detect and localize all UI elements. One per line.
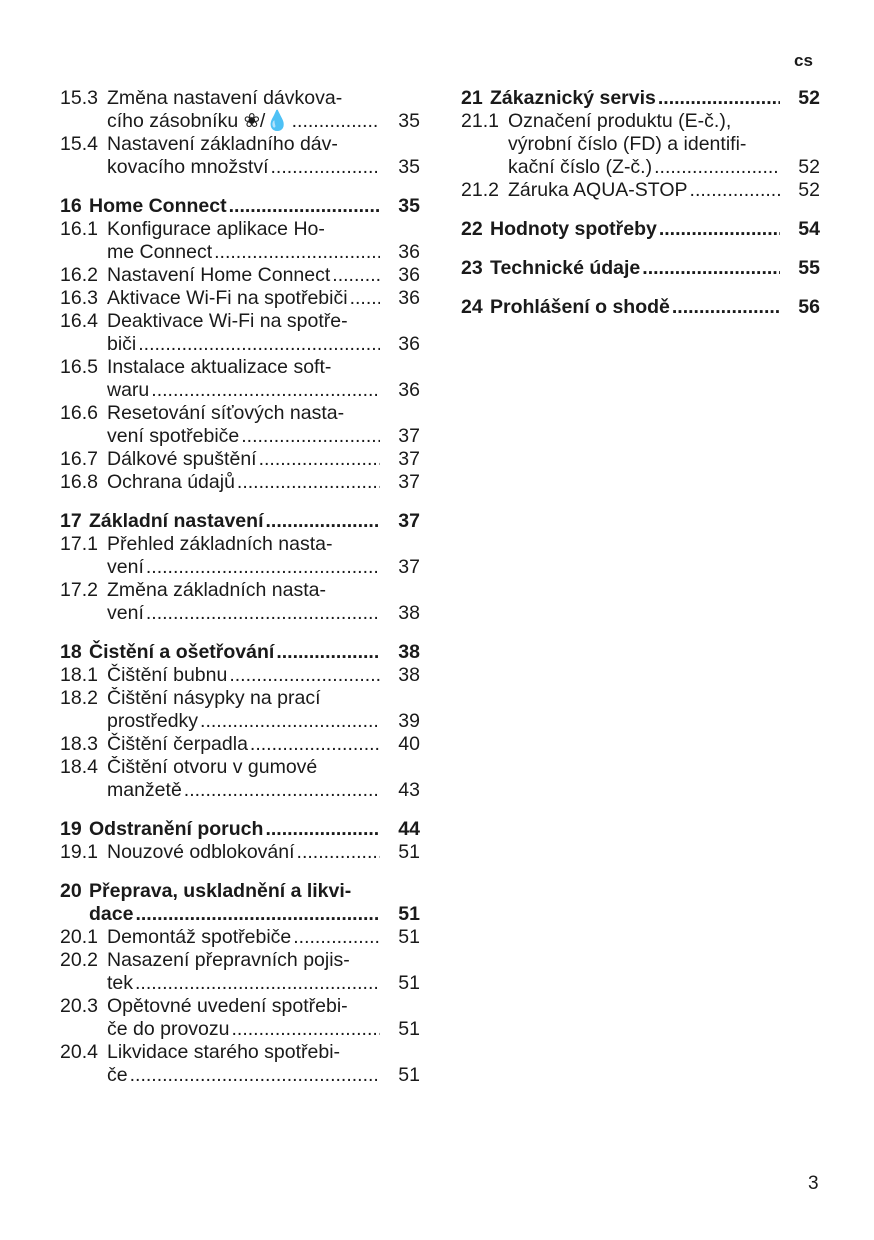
- entry-number: 22: [461, 218, 483, 240]
- entry-title-line: Deaktivace Wi-Fi na spotře-: [107, 310, 348, 332]
- entry-body: [89, 510, 420, 533]
- toc-subsection-entry[interactable]: [60, 579, 420, 625]
- entry-body: [89, 818, 420, 841]
- dot-leader: [658, 87, 780, 110]
- dot-leader: [184, 779, 380, 802]
- entry-last-line: [490, 87, 820, 110]
- entry-title-line: Konfigurace aplikace Ho-: [107, 218, 325, 240]
- entry-last-line: [107, 710, 420, 733]
- entry-page-number: 35: [398, 195, 420, 217]
- dot-leader: [229, 664, 380, 687]
- toc-chapter-entry[interactable]: [60, 880, 420, 926]
- entry-last-line: [107, 425, 420, 448]
- entry-title-text: kační číslo (Z-č.): [508, 156, 653, 178]
- dot-leader: [146, 602, 380, 625]
- entry-title-text: Základní nastavení: [89, 510, 264, 532]
- entry-page-number: 38: [398, 641, 420, 663]
- entry-number: 18.1: [60, 664, 98, 686]
- entry-title-text: kovacího množství: [107, 156, 269, 178]
- toc-section: [60, 87, 420, 179]
- toc-section: [60, 818, 420, 864]
- entry-body: [89, 195, 420, 218]
- entry-number: 16.6: [60, 402, 98, 424]
- entry-page-number: 37: [398, 425, 420, 447]
- dot-leader: [130, 1064, 380, 1087]
- entry-page-number: 35: [398, 110, 420, 132]
- entry-body: [107, 448, 420, 471]
- dot-leader: [250, 733, 380, 756]
- entry-last-line: [107, 110, 420, 133]
- dot-leader: [151, 379, 380, 402]
- entry-number: 21: [461, 87, 483, 109]
- entry-title-text: Čištění bubnu: [107, 664, 228, 686]
- entry-title-line: Opětovné uvedení spotřebi-: [107, 995, 348, 1017]
- entry-title-text: Čištění čerpadla: [107, 733, 248, 755]
- entry-title-text: Prohlášení o shodě: [490, 296, 670, 318]
- entry-page-number: 37: [398, 556, 420, 578]
- entry-page-number: 51: [398, 1018, 420, 1040]
- dot-leader: [642, 257, 780, 280]
- entry-title-line: Likvidace starého spotřebi-: [107, 1041, 341, 1063]
- entry-body: [107, 533, 420, 579]
- entry-body: [107, 310, 420, 356]
- entry-page-number: 51: [398, 926, 420, 948]
- toc-subsection-entry[interactable]: [60, 448, 420, 471]
- entry-last-line: [107, 972, 420, 995]
- entry-number: 19: [60, 818, 82, 840]
- entry-body: [107, 841, 420, 864]
- entry-number: 16.2: [60, 264, 98, 286]
- dot-leader: [659, 218, 780, 241]
- toc-right-column: [461, 87, 820, 335]
- entry-page-number: 54: [798, 218, 820, 240]
- entry-last-line: [107, 1018, 420, 1041]
- toc-subsection-entry[interactable]: [60, 218, 420, 264]
- entry-last-line: [107, 379, 420, 402]
- entry-title-text: me Connect: [107, 241, 213, 263]
- entry-title-text: Zákaznický servis: [490, 87, 656, 109]
- entry-body: [107, 733, 420, 756]
- entry-number: 23: [461, 257, 483, 279]
- entry-last-line: [107, 926, 420, 949]
- entry-title-text: Home Connect: [89, 195, 227, 217]
- entry-page-number: 52: [798, 179, 820, 201]
- entry-title-text: Čistění a ošetřování: [89, 641, 275, 663]
- entry-page-number: 36: [398, 287, 420, 309]
- entry-title-line: Instalace aktualizace soft-: [107, 356, 332, 378]
- entry-page-number: 55: [798, 257, 820, 279]
- entry-number: 17.2: [60, 579, 98, 601]
- toc-subsection-entry[interactable]: [60, 402, 420, 448]
- entry-title-text: Aktivace Wi-Fi na spotřebiči: [107, 287, 348, 309]
- toc-subsection-entry[interactable]: [60, 841, 420, 864]
- entry-page-number: 38: [398, 602, 420, 624]
- toc-subsection-entry[interactable]: [60, 287, 420, 310]
- page-number: 3: [808, 1173, 819, 1194]
- entry-number: 18: [60, 641, 82, 663]
- entry-title-line: Čištění otvoru v gumové: [107, 756, 318, 778]
- toc-chapter-entry[interactable]: [461, 257, 820, 280]
- toc-subsection-entry[interactable]: [60, 310, 420, 356]
- entry-body: [107, 664, 420, 687]
- entry-number: 15.4: [60, 133, 98, 155]
- entry-number: 20.2: [60, 949, 98, 971]
- entry-body: [508, 179, 820, 202]
- entry-number: 19.1: [60, 841, 98, 863]
- toc-subsection-entry[interactable]: [60, 664, 420, 687]
- dot-leader: [135, 972, 380, 995]
- dot-leader: [690, 179, 780, 202]
- entry-title-text: Odstranění poruch: [89, 818, 264, 840]
- dot-leader: [654, 156, 780, 179]
- toc-subsection-entry[interactable]: [60, 87, 420, 133]
- entry-number: 16.1: [60, 218, 98, 240]
- dot-leader: [265, 818, 380, 841]
- entry-number: 21.1: [461, 110, 499, 132]
- entry-body: [107, 949, 420, 995]
- toc-section: [60, 195, 420, 494]
- entry-last-line: [107, 841, 420, 864]
- entry-title-line: Resetování síťových nasta-: [107, 402, 345, 424]
- entry-last-line: [508, 156, 820, 179]
- entry-last-line: [107, 156, 420, 179]
- entry-last-line: [107, 556, 420, 579]
- entry-title-line: výrobní číslo (FD) a identifi-: [508, 133, 747, 155]
- toc-section: [461, 257, 820, 280]
- dot-leader: [135, 903, 380, 926]
- entry-body: [107, 1041, 420, 1087]
- entry-number: 16: [60, 195, 82, 217]
- entry-last-line: [89, 195, 420, 218]
- entry-last-line: [107, 241, 420, 264]
- entry-page-number: 43: [398, 779, 420, 801]
- dot-leader: [265, 510, 380, 533]
- entry-number: 20: [60, 880, 82, 902]
- entry-title-line: Nasazení přepravních pojis-: [107, 949, 350, 971]
- toc-chapter-entry[interactable]: [60, 641, 420, 664]
- toc-left-column: [60, 87, 420, 1103]
- toc-subsection-entry[interactable]: [60, 687, 420, 733]
- entry-last-line: [107, 779, 420, 802]
- entry-last-line: [107, 733, 420, 756]
- toc-subsection-entry[interactable]: [60, 133, 420, 179]
- toc-subsection-entry[interactable]: [60, 733, 420, 756]
- entry-page-number: 51: [398, 841, 420, 863]
- dot-leader: [241, 425, 380, 448]
- toc-subsection-entry[interactable]: [461, 110, 820, 179]
- toc-chapter-entry[interactable]: [60, 195, 420, 218]
- entry-page-number: 52: [798, 87, 820, 109]
- entry-title-text: manžetě: [107, 779, 182, 801]
- entry-body: [508, 110, 820, 179]
- entry-number: 16.5: [60, 356, 98, 378]
- entry-body: [107, 87, 420, 133]
- dot-leader: [214, 241, 380, 264]
- entry-title-text: če: [107, 1064, 128, 1086]
- entry-number: 18.3: [60, 733, 98, 755]
- entry-body: [107, 402, 420, 448]
- dot-leader: [200, 710, 380, 733]
- entry-last-line: [508, 179, 820, 202]
- entry-last-line: [89, 818, 420, 841]
- toc-subsection-entry[interactable]: [60, 926, 420, 949]
- entry-page-number: 44: [398, 818, 420, 840]
- entry-number: 21.2: [461, 179, 499, 201]
- toc-subsection-entry[interactable]: [461, 179, 820, 202]
- entry-last-line: [490, 257, 820, 280]
- entry-page-number: 51: [398, 903, 420, 925]
- toc-section: [60, 510, 420, 625]
- entry-body: [107, 579, 420, 625]
- entry-title-line: Přeprava, uskladnění a likvi-: [89, 880, 352, 902]
- entry-body: [107, 756, 420, 802]
- entry-title-text: Dálkové spuštění: [107, 448, 257, 470]
- entry-number: 17.1: [60, 533, 98, 555]
- entry-title-text: dace: [89, 903, 134, 925]
- entry-page-number: 38: [398, 664, 420, 686]
- entry-page-number: 40: [398, 733, 420, 755]
- entry-title-text: Demontáž spotřebiče: [107, 926, 292, 948]
- toc-section: [461, 218, 820, 241]
- entry-body: [107, 471, 420, 494]
- entry-number: 16.3: [60, 287, 98, 309]
- entry-title-text: waru: [107, 379, 150, 401]
- entry-number: 18.2: [60, 687, 98, 709]
- dot-leader: [229, 195, 380, 218]
- entry-title-text: Nastavení Home Connect: [107, 264, 331, 286]
- entry-last-line: [107, 471, 420, 494]
- toc-chapter-entry[interactable]: [461, 296, 820, 319]
- entry-number: 20.3: [60, 995, 98, 1017]
- entry-page-number: 51: [398, 1064, 420, 1086]
- dot-leader: [270, 156, 380, 179]
- entry-body: [490, 87, 820, 110]
- entry-body: [89, 880, 420, 926]
- entry-body: [89, 641, 420, 664]
- entry-page-number: 37: [398, 448, 420, 470]
- dot-leader: [232, 1018, 381, 1041]
- entry-title-text: vení spotřebiče: [107, 425, 240, 447]
- entry-page-number: 36: [398, 241, 420, 263]
- entry-page-number: 39: [398, 710, 420, 732]
- entry-body: [490, 218, 820, 241]
- entry-page-number: 36: [398, 379, 420, 401]
- entry-title-text: biči: [107, 333, 137, 355]
- entry-title-text: Záruka AQUA-STOP: [508, 179, 688, 201]
- entry-body: [107, 995, 420, 1041]
- entry-page-number: 36: [398, 333, 420, 355]
- dot-leader: [237, 471, 380, 494]
- entry-number: 20.1: [60, 926, 98, 948]
- dot-leader: [293, 926, 380, 949]
- entry-number: 18.4: [60, 756, 98, 778]
- entry-title-text: Technické údaje: [490, 257, 641, 279]
- entry-last-line: [107, 287, 420, 310]
- entry-number: 24: [461, 296, 483, 318]
- dot-leader: [259, 448, 380, 471]
- entry-last-line: [490, 296, 820, 319]
- entry-body: [107, 926, 420, 949]
- entry-last-line: [89, 641, 420, 664]
- entry-last-line: [490, 218, 820, 241]
- dot-leader: [672, 296, 780, 319]
- dot-leader: [276, 641, 380, 664]
- entry-last-line: [107, 264, 420, 287]
- entry-page-number: 52: [798, 156, 820, 178]
- entry-last-line: [107, 602, 420, 625]
- toc-chapter-entry[interactable]: [60, 510, 420, 533]
- entry-body: [490, 296, 820, 319]
- entry-title-text: Nouzové odblokování: [107, 841, 295, 863]
- dot-leader: [292, 110, 380, 133]
- entry-title-text: tek: [107, 972, 134, 994]
- entry-page-number: 35: [398, 156, 420, 178]
- dot-leader: [297, 841, 380, 864]
- entry-number: 16.8: [60, 471, 98, 493]
- entry-title-text: prostředky: [107, 710, 199, 732]
- entry-last-line: [107, 664, 420, 687]
- toc-subsection-entry[interactable]: [60, 533, 420, 579]
- entry-title-text: cího zásobníku ❀/💧: [107, 110, 290, 132]
- toc-subsection-entry[interactable]: [60, 995, 420, 1041]
- entry-page-number: 56: [798, 296, 820, 318]
- toc-section: [60, 880, 420, 1087]
- entry-title-text: vení: [107, 556, 144, 578]
- entry-page-number: 37: [398, 471, 420, 493]
- entry-page-number: 37: [398, 510, 420, 532]
- entry-title-line: Změna nastavení dávkova-: [107, 87, 343, 109]
- dot-leader: [138, 333, 380, 356]
- entry-last-line: [107, 448, 420, 471]
- entry-last-line: [89, 510, 420, 533]
- entry-last-line: [107, 333, 420, 356]
- toc-chapter-entry[interactable]: [461, 87, 820, 110]
- toc-chapter-entry[interactable]: [60, 818, 420, 841]
- entry-body: [107, 133, 420, 179]
- dot-leader: [332, 264, 380, 287]
- entry-title-line: Nastavení základního dáv-: [107, 133, 338, 155]
- toc-subsection-entry[interactable]: [60, 949, 420, 995]
- entry-title-line: Označení produktu (E-č.),: [508, 110, 732, 132]
- toc-subsection-entry[interactable]: [60, 1041, 420, 1087]
- toc-section: [461, 296, 820, 319]
- entry-number: 16.7: [60, 448, 98, 470]
- toc-section: [461, 87, 820, 202]
- language-code: cs: [794, 51, 813, 70]
- entry-title-text: če do provozu: [107, 1018, 230, 1040]
- toc-section: [60, 641, 420, 802]
- entry-title-text: vení: [107, 602, 144, 624]
- toc-subsection-entry[interactable]: [60, 471, 420, 494]
- entry-last-line: [89, 903, 420, 926]
- entry-number: 15.3: [60, 87, 98, 109]
- toc-subsection-entry[interactable]: [60, 356, 420, 402]
- dot-leader: [350, 287, 380, 310]
- toc-subsection-entry[interactable]: [60, 756, 420, 802]
- entry-title-line: Změna základních nasta-: [107, 579, 326, 601]
- entry-body: [107, 287, 420, 310]
- toc-chapter-entry[interactable]: [461, 218, 820, 241]
- entry-page-number: 51: [398, 972, 420, 994]
- dot-leader: [146, 556, 380, 579]
- entry-number: 16.4: [60, 310, 98, 332]
- entry-number: 17: [60, 510, 82, 532]
- entry-page-number: 36: [398, 264, 420, 286]
- entry-body: [107, 687, 420, 733]
- entry-body: [107, 264, 420, 287]
- entry-body: [490, 257, 820, 280]
- entry-last-line: [107, 1064, 420, 1087]
- toc-subsection-entry[interactable]: [60, 264, 420, 287]
- entry-body: [107, 218, 420, 264]
- entry-body: [107, 356, 420, 402]
- entry-title-line: Čištění násypky na prací: [107, 687, 321, 709]
- entry-title-text: Hodnoty spotřeby: [490, 218, 657, 240]
- entry-title-line: Přehled základních nasta-: [107, 533, 333, 555]
- entry-number: 20.4: [60, 1041, 98, 1063]
- entry-title-text: Ochrana údajů: [107, 471, 235, 493]
